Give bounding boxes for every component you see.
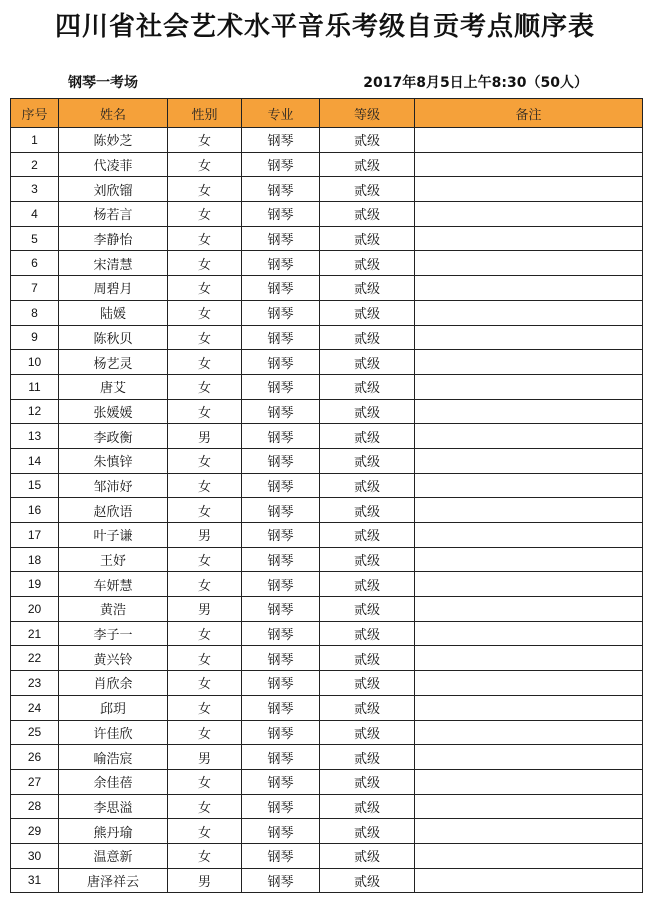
cell-remarks	[415, 547, 643, 572]
cell-name: 朱慎锌	[59, 448, 168, 473]
table-row	[11, 868, 643, 893]
cell-index: 26	[11, 745, 59, 770]
cell-remarks	[415, 695, 643, 720]
column-header-remarks: 备注	[415, 99, 643, 128]
cell-remarks	[415, 251, 643, 276]
cell-level: 贰级	[320, 819, 415, 844]
cell-index: 22	[11, 646, 59, 671]
cell-level: 贰级	[320, 523, 415, 548]
cell-major: 钢琴	[242, 597, 320, 622]
table-row	[11, 226, 643, 251]
cell-level: 贰级	[320, 745, 415, 770]
cell-remarks	[415, 794, 643, 819]
cell-gender: 女	[168, 300, 242, 325]
cell-index: 21	[11, 621, 59, 646]
table-row	[11, 794, 643, 819]
cell-index: 10	[11, 350, 59, 375]
cell-index: 1	[11, 128, 59, 153]
cell-major: 钢琴	[242, 473, 320, 498]
cell-index: 18	[11, 547, 59, 572]
cell-level: 贰级	[320, 769, 415, 794]
cell-remarks	[415, 819, 643, 844]
cell-name: 宋清慧	[59, 251, 168, 276]
cell-remarks	[415, 350, 643, 375]
cell-remarks	[415, 671, 643, 696]
cell-remarks	[415, 473, 643, 498]
cell-major: 钢琴	[242, 769, 320, 794]
cell-major: 钢琴	[242, 794, 320, 819]
cell-level: 贰级	[320, 695, 415, 720]
table-row	[11, 128, 643, 153]
cell-gender: 男	[168, 868, 242, 893]
cell-name: 陈秋贝	[59, 325, 168, 350]
cell-major: 钢琴	[242, 547, 320, 572]
cell-index: 23	[11, 671, 59, 696]
table-row	[11, 843, 643, 868]
cell-major: 钢琴	[242, 202, 320, 227]
cell-major: 钢琴	[242, 843, 320, 868]
cell-level: 贰级	[320, 424, 415, 449]
table-row	[11, 720, 643, 745]
table-row	[11, 350, 643, 375]
cell-name: 杨艺灵	[59, 350, 168, 375]
exam-session-label: 2017年8月5日上午8:30（50人）	[363, 75, 588, 91]
cell-major: 钢琴	[242, 251, 320, 276]
cell-major: 钢琴	[242, 868, 320, 893]
table-row	[11, 572, 643, 597]
cell-level: 贰级	[320, 202, 415, 227]
column-header-level: 等级	[320, 99, 415, 128]
cell-gender: 女	[168, 325, 242, 350]
cell-index: 13	[11, 424, 59, 449]
cell-level: 贰级	[320, 177, 415, 202]
exam-order-table	[10, 98, 643, 893]
cell-level: 贰级	[320, 621, 415, 646]
cell-name: 李政衡	[59, 424, 168, 449]
table-row	[11, 152, 643, 177]
table-row	[11, 671, 643, 696]
cell-name: 刘欣镏	[59, 177, 168, 202]
cell-name: 喻浩宸	[59, 745, 168, 770]
cell-level: 贰级	[320, 498, 415, 523]
cell-index: 15	[11, 473, 59, 498]
cell-name: 杨若言	[59, 202, 168, 227]
cell-level: 贰级	[320, 276, 415, 301]
cell-gender: 男	[168, 424, 242, 449]
cell-level: 贰级	[320, 794, 415, 819]
cell-remarks	[415, 276, 643, 301]
cell-index: 3	[11, 177, 59, 202]
cell-gender: 女	[168, 794, 242, 819]
cell-name: 李思溢	[59, 794, 168, 819]
cell-index: 25	[11, 720, 59, 745]
cell-major: 钢琴	[242, 177, 320, 202]
cell-gender: 女	[168, 819, 242, 844]
cell-remarks	[415, 325, 643, 350]
cell-gender: 女	[168, 843, 242, 868]
cell-name: 王妤	[59, 547, 168, 572]
cell-index: 24	[11, 695, 59, 720]
cell-major: 钢琴	[242, 819, 320, 844]
cell-index: 20	[11, 597, 59, 622]
cell-major: 钢琴	[242, 498, 320, 523]
cell-name: 车妍慧	[59, 572, 168, 597]
cell-remarks	[415, 621, 643, 646]
table-row	[11, 547, 643, 572]
table-body	[11, 128, 643, 893]
cell-gender: 女	[168, 720, 242, 745]
cell-level: 贰级	[320, 597, 415, 622]
cell-remarks	[415, 177, 643, 202]
cell-index: 29	[11, 819, 59, 844]
cell-level: 贰级	[320, 226, 415, 251]
table-row	[11, 473, 643, 498]
cell-gender: 女	[168, 671, 242, 696]
table-row	[11, 646, 643, 671]
cell-gender: 女	[168, 202, 242, 227]
cell-major: 钢琴	[242, 572, 320, 597]
cell-gender: 女	[168, 473, 242, 498]
cell-gender: 女	[168, 177, 242, 202]
cell-name: 黄兴铃	[59, 646, 168, 671]
cell-name: 张媛媛	[59, 399, 168, 424]
cell-gender: 女	[168, 695, 242, 720]
cell-remarks	[415, 769, 643, 794]
cell-remarks	[415, 128, 643, 153]
cell-name: 邹沛妤	[59, 473, 168, 498]
cell-remarks	[415, 868, 643, 893]
cell-remarks	[415, 448, 643, 473]
table-row	[11, 374, 643, 399]
cell-gender: 女	[168, 350, 242, 375]
cell-index: 31	[11, 868, 59, 893]
cell-level: 贰级	[320, 720, 415, 745]
column-header-index: 序号	[11, 99, 59, 128]
cell-index: 5	[11, 226, 59, 251]
cell-level: 贰级	[320, 399, 415, 424]
cell-major: 钢琴	[242, 424, 320, 449]
table-header-row	[11, 99, 643, 128]
cell-remarks	[415, 646, 643, 671]
cell-gender: 女	[168, 374, 242, 399]
table-row	[11, 276, 643, 301]
cell-remarks	[415, 152, 643, 177]
table-row	[11, 251, 643, 276]
cell-name: 代凌菲	[59, 152, 168, 177]
cell-level: 贰级	[320, 671, 415, 696]
cell-name: 余佳蓓	[59, 769, 168, 794]
cell-index: 12	[11, 399, 59, 424]
cell-level: 贰级	[320, 868, 415, 893]
cell-gender: 女	[168, 769, 242, 794]
cell-level: 贰级	[320, 251, 415, 276]
cell-major: 钢琴	[242, 745, 320, 770]
table-row	[11, 448, 643, 473]
cell-level: 贰级	[320, 128, 415, 153]
cell-name: 黄浩	[59, 597, 168, 622]
cell-index: 27	[11, 769, 59, 794]
cell-index: 17	[11, 523, 59, 548]
table-row	[11, 424, 643, 449]
cell-major: 钢琴	[242, 695, 320, 720]
cell-level: 贰级	[320, 473, 415, 498]
cell-major: 钢琴	[242, 128, 320, 153]
cell-major: 钢琴	[242, 399, 320, 424]
table-row	[11, 695, 643, 720]
cell-major: 钢琴	[242, 276, 320, 301]
cell-name: 李子一	[59, 621, 168, 646]
cell-level: 贰级	[320, 300, 415, 325]
cell-major: 钢琴	[242, 671, 320, 696]
table-row	[11, 202, 643, 227]
cell-gender: 女	[168, 646, 242, 671]
cell-remarks	[415, 498, 643, 523]
table-row	[11, 300, 643, 325]
cell-name: 陈妙芝	[59, 128, 168, 153]
cell-major: 钢琴	[242, 374, 320, 399]
cell-index: 9	[11, 325, 59, 350]
cell-name: 陆媛	[59, 300, 168, 325]
cell-remarks	[415, 202, 643, 227]
cell-major: 钢琴	[242, 523, 320, 548]
cell-gender: 男	[168, 597, 242, 622]
cell-gender: 女	[168, 621, 242, 646]
cell-level: 贰级	[320, 572, 415, 597]
cell-index: 30	[11, 843, 59, 868]
column-header-major: 专业	[242, 99, 320, 128]
cell-level: 贰级	[320, 325, 415, 350]
page-title: 四川省社会艺术水平音乐考级自贡考点顺序表	[54, 12, 595, 42]
exam-room-label: 钢琴一考场	[68, 75, 138, 91]
cell-level: 贰级	[320, 374, 415, 399]
table-row	[11, 769, 643, 794]
cell-level: 贰级	[320, 646, 415, 671]
cell-gender: 男	[168, 745, 242, 770]
cell-major: 钢琴	[242, 720, 320, 745]
cell-major: 钢琴	[242, 448, 320, 473]
cell-level: 贰级	[320, 152, 415, 177]
table-row	[11, 498, 643, 523]
table-row	[11, 745, 643, 770]
cell-major: 钢琴	[242, 350, 320, 375]
cell-gender: 女	[168, 547, 242, 572]
cell-remarks	[415, 720, 643, 745]
cell-remarks	[415, 745, 643, 770]
cell-name: 熊丹瑜	[59, 819, 168, 844]
cell-level: 贰级	[320, 448, 415, 473]
cell-gender: 女	[168, 572, 242, 597]
cell-index: 14	[11, 448, 59, 473]
cell-remarks	[415, 226, 643, 251]
table-row	[11, 819, 643, 844]
cell-remarks	[415, 572, 643, 597]
cell-index: 8	[11, 300, 59, 325]
cell-gender: 女	[168, 276, 242, 301]
cell-major: 钢琴	[242, 325, 320, 350]
cell-major: 钢琴	[242, 226, 320, 251]
table-row	[11, 399, 643, 424]
cell-name: 李静怡	[59, 226, 168, 251]
cell-name: 肖欣余	[59, 671, 168, 696]
cell-remarks	[415, 374, 643, 399]
cell-major: 钢琴	[242, 300, 320, 325]
cell-gender: 女	[168, 448, 242, 473]
table-row	[11, 523, 643, 548]
table-row	[11, 621, 643, 646]
cell-gender: 女	[168, 152, 242, 177]
cell-index: 2	[11, 152, 59, 177]
cell-level: 贰级	[320, 843, 415, 868]
table-row	[11, 325, 643, 350]
cell-name: 邱玥	[59, 695, 168, 720]
cell-name: 许佳欣	[59, 720, 168, 745]
cell-name: 唐艾	[59, 374, 168, 399]
cell-remarks	[415, 424, 643, 449]
column-header-name: 姓名	[59, 99, 168, 128]
cell-name: 温意新	[59, 843, 168, 868]
cell-remarks	[415, 523, 643, 548]
cell-level: 贰级	[320, 350, 415, 375]
cell-major: 钢琴	[242, 646, 320, 671]
table-row	[11, 597, 643, 622]
cell-index: 11	[11, 374, 59, 399]
cell-gender: 男	[168, 523, 242, 548]
cell-name: 唐泽祥云	[59, 868, 168, 893]
cell-level: 贰级	[320, 547, 415, 572]
cell-name: 赵欣语	[59, 498, 168, 523]
cell-index: 4	[11, 202, 59, 227]
cell-name: 周碧月	[59, 276, 168, 301]
cell-major: 钢琴	[242, 621, 320, 646]
cell-gender: 女	[168, 128, 242, 153]
cell-index: 16	[11, 498, 59, 523]
cell-remarks	[415, 399, 643, 424]
cell-index: 7	[11, 276, 59, 301]
cell-name: 叶子谦	[59, 523, 168, 548]
cell-index: 19	[11, 572, 59, 597]
cell-remarks	[415, 300, 643, 325]
cell-major: 钢琴	[242, 152, 320, 177]
cell-gender: 女	[168, 498, 242, 523]
cell-remarks	[415, 597, 643, 622]
cell-gender: 女	[168, 226, 242, 251]
cell-gender: 女	[168, 251, 242, 276]
cell-index: 28	[11, 794, 59, 819]
cell-remarks	[415, 843, 643, 868]
cell-index: 6	[11, 251, 59, 276]
table-row	[11, 177, 643, 202]
cell-gender: 女	[168, 399, 242, 424]
column-header-gender: 性别	[168, 99, 242, 128]
